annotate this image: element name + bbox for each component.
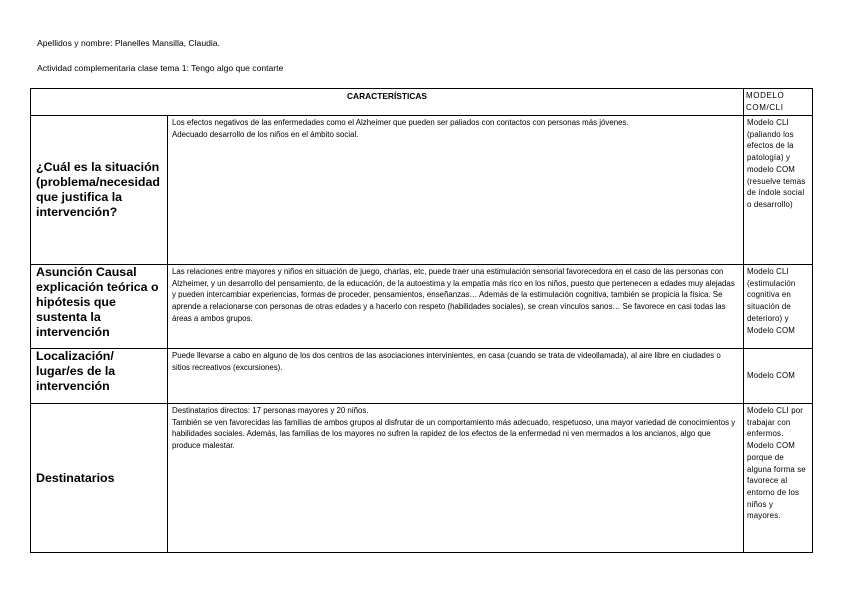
row-label-causal: Asunción Causal explicación teórica o hipótesis que sustenta la intervención: [31, 265, 168, 349]
row-model-recipients: Modelo CLI por trabajar con enfermos. Modelo COM porque de alguna forma se favorece al entorno de los niños y mayores.: [744, 404, 813, 553]
row-content-recipients: [168, 404, 744, 553]
content-paragraph: Puede llevarse a cabo en alguno de los dos centros de las asociaciones intervinientes, en casa (cuando se trata de videollamada), al aire libre en ciudades o sitios recreativos (excursiones).: [172, 351, 721, 372]
table-header-row: [31, 89, 813, 116]
content-paragraph: Adecuado desarrollo de los niños en el ámbito social.: [172, 129, 359, 139]
characteristics-table: [30, 88, 813, 553]
table-row-recipients: [31, 404, 813, 553]
student-name-line: Apellidos y nombre: Planelles Mansilla, Claudia.: [37, 38, 220, 48]
row-content-situation: [168, 116, 744, 265]
row-content-causal: [168, 265, 744, 349]
row-model-location: Modelo COM: [744, 349, 813, 404]
content-paragraph: Destinatarios directos: 17 personas mayores y 20 niños.: [172, 406, 369, 415]
row-content-location: [168, 349, 744, 404]
row-label-recipients: Destinatarios: [31, 404, 168, 553]
table-row-location: [31, 349, 813, 404]
row-model-causal: Modelo CLI (estimulación cognitiva en situación de deterioro) y Modelo COM: [744, 265, 813, 349]
table-row-causal: [31, 265, 813, 349]
content-paragraph: Los efectos negativos de las enfermedades como el Alzheimer que pueden ser paliados con contactos con personas más jóvenes.: [172, 118, 629, 127]
activity-title-line: Actividad complementaria clase tema 1: Tengo algo que contarte: [37, 63, 284, 73]
row-label-situation: ¿Cuál es la situación (problema/necesidad que justifica la intervención?: [31, 116, 168, 265]
characteristics-heading: CARACTERÍSTICAS: [31, 89, 744, 116]
row-model-situation: Modelo CLI (paliando los efectos de la patología) y modelo COM (resuelve temas de índole social o desarrollo): [744, 116, 813, 265]
row-label-location: Localización/ lugar/es de la intervención: [31, 349, 168, 404]
content-paragraph: También se ven favorecidas las familias de ambos grupos al disfrutar de un comportamiento más adecuado, respetuoso, una mayor variedad de conocimientos y habilidades sociales. Además, las familias de los mayores no sufren la rapidez de los efectos de la enfermedad ni ven mermados a los ancianos, algo que produce malestar.: [172, 417, 736, 451]
content-paragraph: Las relaciones entre mayores y niños en situación de juego, charlas, etc, puede traer una estimulación sensorial favorecedora en el caso de las personas con Alzheimer, y un desarrollo del pensamiento, de la educación, de la autoestima y la empatía más rico en los niños, puesto que pertenecen a edades muy alejadas y pueden intercambiar experiencias, formas de proceder, pensamientos, enseñanzas… Además de la estimulación cognitiva, también se propicia la física. Se aprende a relacionarse con personas de otras edades y a hacerlo con respeto (habilidades sociales), se crean vínculos sanos… Se favorece en casi todas las áreas a ambos grupos.: [172, 267, 735, 323]
model-heading: MODELO COM/CLI: [744, 89, 813, 116]
table-row-situation: [31, 116, 813, 265]
